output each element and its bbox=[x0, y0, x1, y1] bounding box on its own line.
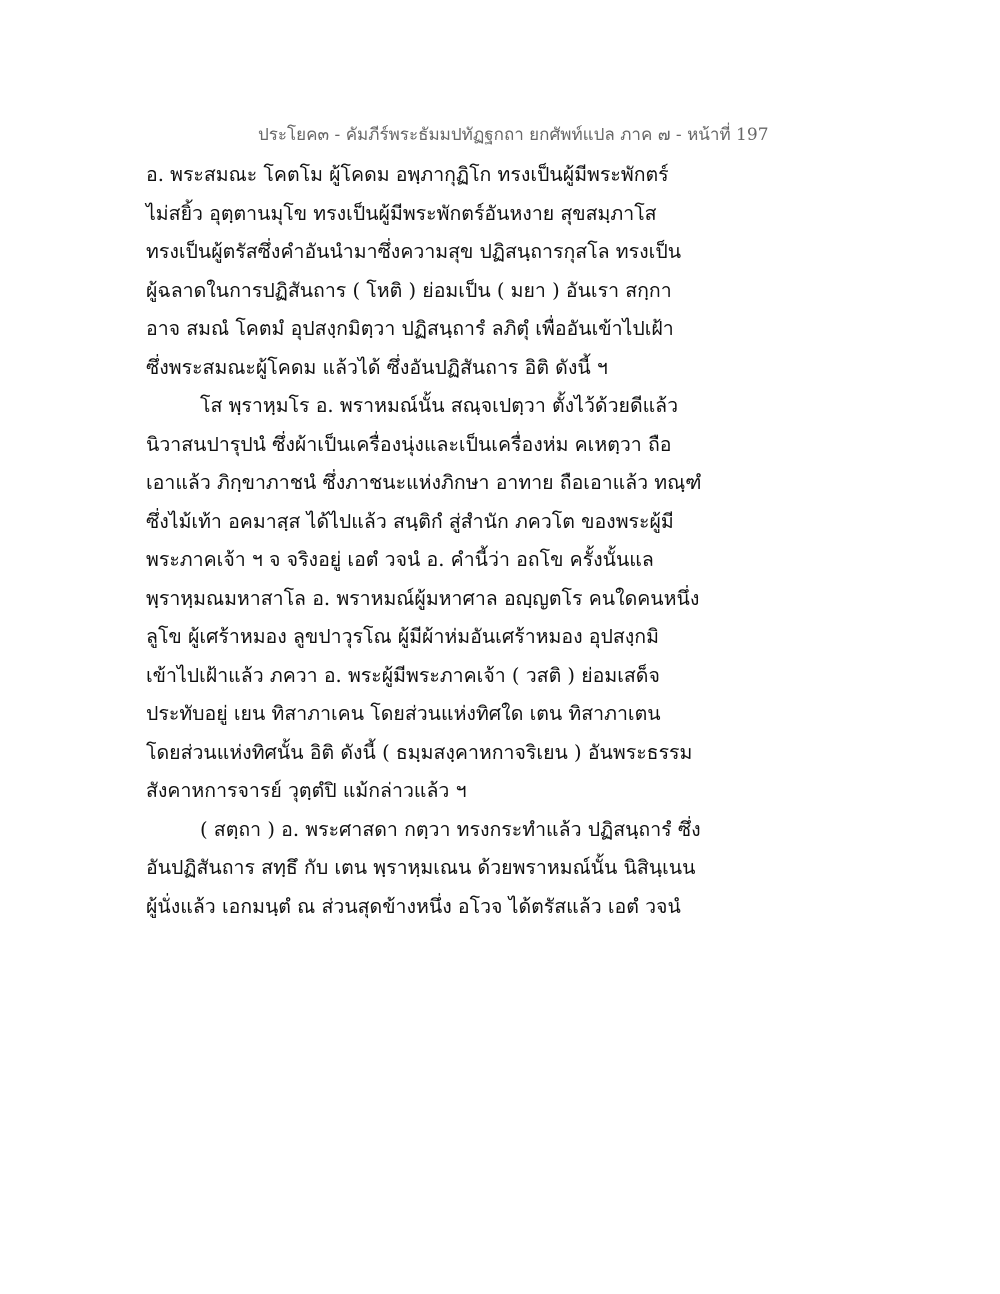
text-line: อ. พระสมณะ โคตโม ผู้โคดม อพฺภากุฏิโก ทรงเป็นผู้มีพระพักตร์ bbox=[146, 163, 669, 186]
text-line: ไม่สยิ้ว อุตฺตานมุโข ทรงเป็นผู้มีพระพักตร์อันหงาย สุขสมฺภาโส bbox=[146, 201, 657, 225]
text-line: ผู้นั่งแล้ว เอกมนฺตํ ณ ส่วนสุดข้างหนึ่ง อโวจ ได้ตรัสแล้ว เอตํ วจนํ bbox=[146, 894, 681, 918]
text-line: เอาแล้ว ภิกฺขาภาชนํ ซึ่งภาชนะแห่งภิกษา อาทาย ถือเอาแล้ว ทณฺฑํ bbox=[146, 471, 702, 494]
text-line: โดยส่วนแห่งทิศนั้น อิติ ดังนี้ ( ธมฺมสงฺคาหกาจริเยน ) อันพระธรรม bbox=[146, 740, 693, 764]
text-line: อันปฏิสันถาร สทฺธึ กับ เตน พฺราหฺมเณน ด้วยพราหมณ์นั้น นิสินฺเนน bbox=[146, 856, 696, 879]
paragraph-start-line: โส พฺราหฺมโร อ. พราหมณ์นั้น สณฺจเปตฺวา ตั้งไว้ด้วยดีแล้ว bbox=[200, 394, 679, 417]
text-line: ลูโข ผู้เศร้าหมอง ลูขปาวุรโณ ผู้มีผ้าห่มอันเศร้าหมอง อุปสงฺกมิ bbox=[146, 625, 659, 648]
text-line: ทรงเป็นผู้ตรัสซึ่งคำอันนำมาซึ่งความสุข ปฏิสนฺถารกุสโล ทรงเป็น bbox=[146, 240, 682, 263]
text-line: เข้าไปเฝ้าแล้ว ภควา อ. พระผู้มีพระภาคเจ้า ( วสติ ) ย่อมเสด็จ bbox=[146, 663, 660, 687]
text-line: ซึ่งพระสมณะผู้โคดม แล้วได้ ซึ่งอันปฏิสันถาร อิติ ดังนี้ ฯ bbox=[146, 355, 608, 379]
text-line: นิวาสนปารุปนํ ซึ่งผ้าเป็นเครื่องนุ่งและเป็นเครื่องห่ม คเหตฺวา ถือ bbox=[146, 432, 672, 456]
text-line: สังคาหการจารย์ วุตฺตํปิ แม้กล่าวแล้ว ฯ bbox=[146, 779, 467, 802]
body-text bbox=[146, 156, 706, 926]
paragraph-start-line: ( สตฺถา ) อ. พระศาสดา กตฺวา ทรงกระทำแล้ว ปฏิสนฺถารํ ซึ่ง bbox=[200, 817, 701, 841]
text-line: ซึ่งไม้เท้า อคมาสฺส ได้ไปแล้ว สนฺติกํ สู่สำนัก ภควโต ของพระผู้มี bbox=[146, 509, 674, 533]
text-line: พระภาคเจ้า ฯ จ จริงอยู่ เอตํ วจนํ อ. คำนี้ว่า อถโข ครั้งนั้นแล bbox=[146, 548, 654, 571]
text-line: อาจ สมณํ โคตมํ อุปสงฺกมิตฺวา ปฏิสนฺถารํ ลภิตุํ เพื่ออันเข้าไปเฝ้า bbox=[146, 317, 674, 340]
text-line: ผู้ฉลาดในการปฏิสันถาร ( โหติ ) ย่อมเป็น ( มยา ) อันเรา สกฺกา bbox=[146, 278, 672, 302]
text-line: ประทับอยู่ เยน ทิสาภาเคน โดยส่วนแห่งทิศใด เตน ทิสาภาเตน bbox=[146, 702, 661, 725]
text-line: พฺราหฺมณมหาสาโล อ. พราหมณ์ผู้มหาศาล อญฺญตโร คนใดคนหนึ่ง bbox=[146, 586, 700, 610]
page-header: ประโยค๓ - คัมภีร์พระธัมมปทัฏฐกถา ยกศัพท์แปล ภาค ๗ - หน้าที่ 197 bbox=[258, 125, 769, 145]
